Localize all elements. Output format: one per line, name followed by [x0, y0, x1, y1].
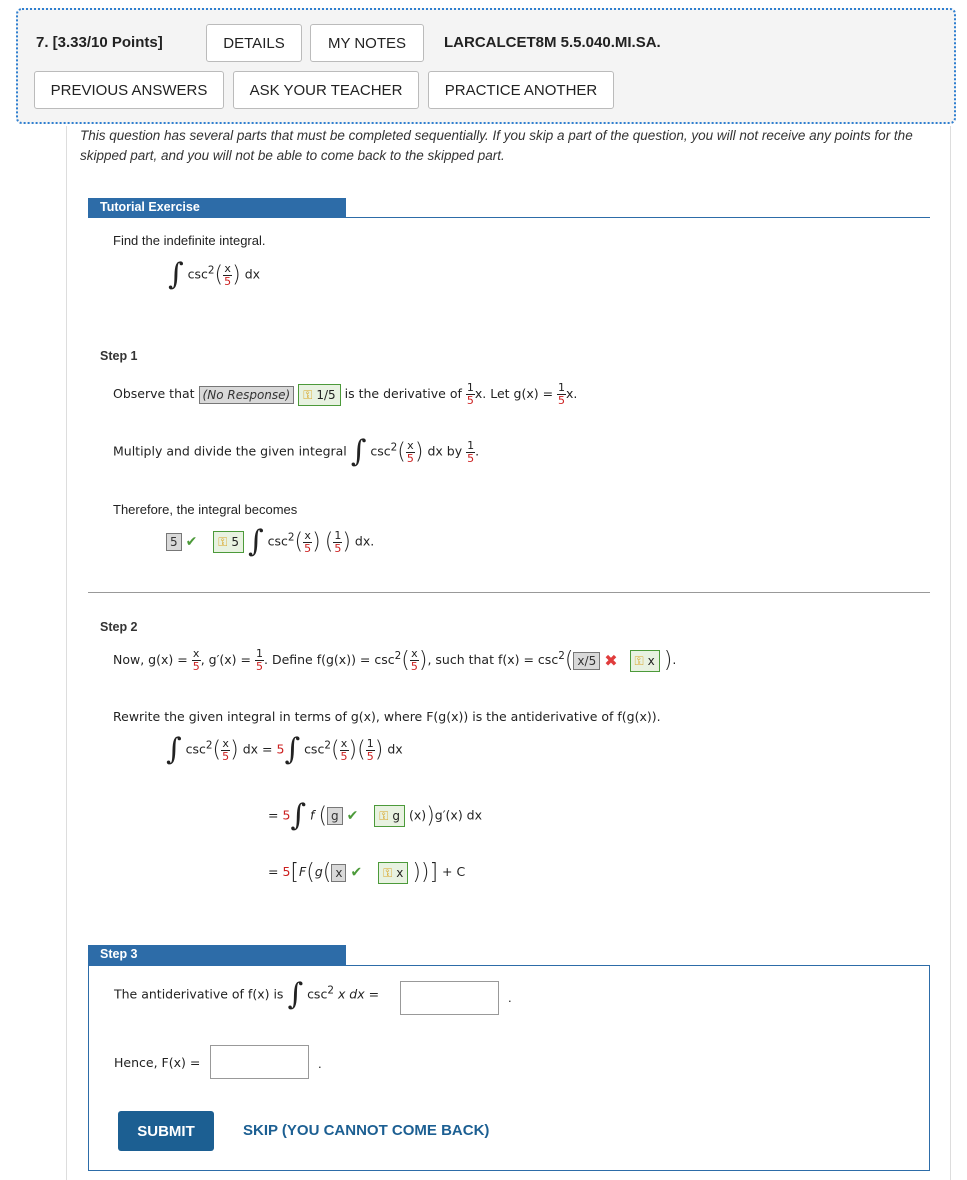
step2-wrong-answer: x/5: [573, 652, 600, 670]
step1-answer-value: 5: [166, 533, 182, 551]
check-icon: ✔: [346, 808, 359, 824]
main-integral: ∫ $\csc^2$( $\frac{x}{5}$ ) dx: [168, 257, 261, 292]
step2-key-answer: ⚿ x: [630, 650, 660, 672]
key-icon: ⚿: [634, 653, 644, 668]
panel-border-right: [950, 126, 951, 1180]
step1-result: 5 ✔ ⚿ 5 ∫ $\csc^2$( $\frac{x}{5}$ ) ( $\frac{1}{5}$ ) dx.: [166, 527, 374, 557]
step3-period-2: .: [318, 1056, 322, 1071]
panel-border-left: [66, 126, 67, 1180]
step3-label: Step 3: [88, 945, 346, 965]
step2-x-answer: x: [331, 864, 346, 882]
check-icon: ✔: [350, 864, 363, 881]
x-mark-icon: ✖: [604, 651, 618, 670]
skip-link[interactable]: SKIP (YOU CANNOT COME BACK): [243, 1122, 490, 1139]
step1-key-answer: ⚿ 1/5: [298, 384, 340, 406]
question-id: LARCALCET8M 5.5.040.MI.SA.: [444, 34, 661, 51]
step2-rewrite: Rewrite the given integral in terms of g(x), where F(g(x)) is the antiderivative of f(g(x)).: [113, 709, 661, 724]
step-divider: [88, 592, 930, 593]
check-icon: ✔: [185, 534, 198, 550]
question-number: 7. [3.33/10 Points]: [36, 34, 163, 51]
integral-sign-icon: ∫: [248, 524, 264, 559]
my-notes-button[interactable]: MY NOTES: [310, 24, 424, 62]
step2-g-key: ⚿ g: [374, 805, 405, 827]
step2-label: Step 2: [100, 620, 138, 634]
integral-sign-icon: ∫: [284, 732, 301, 767]
ask-teacher-button[interactable]: ASK YOUR TEACHER: [233, 71, 419, 109]
step1-no-response: (No Response): [199, 386, 295, 404]
practice-another-button[interactable]: PRACTICE ANOTHER: [428, 71, 614, 109]
step1-label: Step 1: [100, 349, 138, 363]
step2-equation-1: ∫ $\csc^2$( $\frac{x}{5}$ ) dx = 5∫ $\csc^2$( $\frac{x}{5}$ )( $\frac{1}{5}$ ) dx: [166, 732, 403, 767]
tutorial-prompt: Find the indefinite integral.: [113, 233, 266, 248]
key-icon: ⚿: [303, 387, 313, 402]
step1-therefore: Therefore, the integral becomes: [113, 502, 298, 517]
intro-text: This question has several parts that must be completed sequentially. If you skip a part of the question, you will not receive any points for the skipped part, and you will not be able to come back to the skipped part.: [80, 128, 913, 163]
submit-button[interactable]: SUBMIT: [118, 1111, 214, 1151]
step2-now: Now, g(x) = $\frac{x}{5}$ , g′(x) = $\frac{1}{5}$ . Define $f(g(x)) = \csc^2$( $\frac{x}{5}$ ), such that $f(x) = \csc^2$( x/5 ✖ ⚿ x ).: [113, 647, 677, 673]
details-button[interactable]: DETAILS: [206, 24, 302, 62]
integral-sign-icon: ∫: [350, 434, 367, 469]
integral-sign-icon: ∫: [168, 257, 184, 292]
key-icon: ⚿: [379, 809, 389, 823]
key-icon: ⚿: [218, 535, 228, 549]
step3-antiderivative: The antiderivative of f(x) is ∫ $\csc^2 x$ dx =: [114, 977, 380, 1012]
step2-equation-3: = 5[F(g( x ✔ ⚿ x ))] + C: [268, 860, 466, 885]
step1-key-value: ⚿ 5: [213, 531, 244, 553]
step2-x-key: ⚿ x: [378, 862, 408, 884]
integral-sign-icon: ∫: [287, 977, 304, 1012]
question-header: [16, 8, 956, 124]
F-input[interactable]: [210, 1045, 309, 1079]
step1-multiply: Multiply and divide the given integral ∫ $\csc^2$( $\frac{x}{5}$ ) dx by $\frac{1}{5}$ .: [113, 434, 480, 469]
antiderivative-input[interactable]: [400, 981, 499, 1015]
step2-g-answer: g: [327, 807, 343, 825]
step2-equation-2: = 5∫ f ( g ✔ ⚿ g (x))g′(x) dx: [268, 798, 483, 833]
key-icon: ⚿: [383, 865, 393, 880]
step3-period-1: .: [508, 990, 512, 1005]
integral-sign-icon: ∫: [166, 732, 182, 767]
integral-sign-icon: ∫: [290, 798, 307, 833]
tutorial-title: Tutorial Exercise: [88, 198, 346, 218]
previous-answers-button[interactable]: PREVIOUS ANSWERS: [34, 71, 224, 109]
step3-hence: Hence, F(x) =: [114, 1055, 201, 1070]
tutorial-rule: [346, 217, 930, 218]
step1-observe: Observe that (No Response) ⚿ 1/5 is the derivative of $\frac{1}{5}$ x. Let g(x) = $\frac{1}{5}$ x.: [113, 381, 578, 407]
